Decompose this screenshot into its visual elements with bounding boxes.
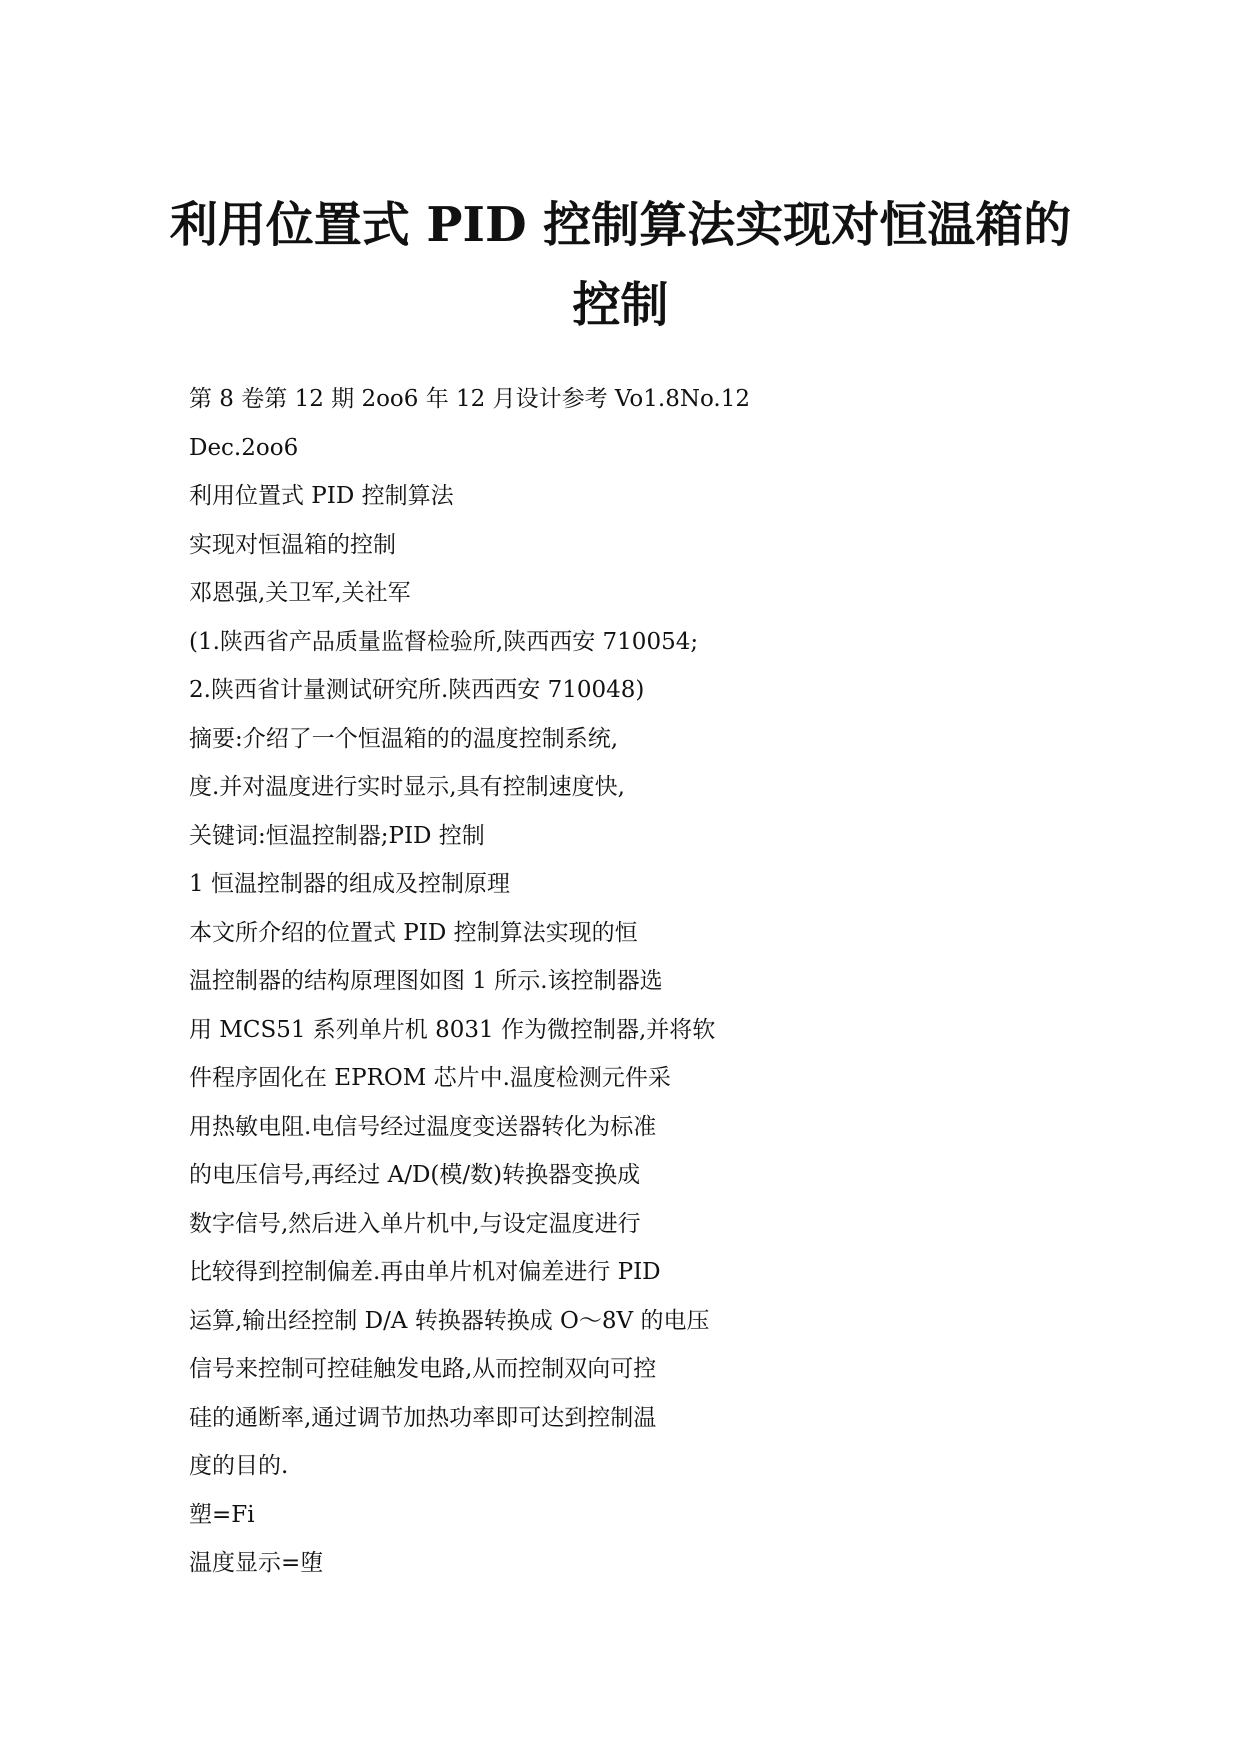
text-line: 用 MCS51 系列单片机 8031 作为微控制器,并将软 <box>189 1016 716 1043</box>
text-line: 信号来控制可控硅触发电路,从而控制双向可控 <box>189 1356 657 1382</box>
text-line: 摘要:介绍了一个恒温箱的的温度控制系统, <box>189 725 619 752</box>
text-line: 实现对恒温箱的控制 <box>189 531 396 558</box>
text-line: 运算,输出经控制 D/A 转换器转换成 O～8V 的电压 <box>189 1307 710 1334</box>
text-line: 利用位置式 PID 控制算法 <box>189 483 454 509</box>
document-body <box>189 381 750 1594</box>
text-line: (1.陕西省产品质量监督检验所,陕西西安 710054; <box>189 628 699 655</box>
text-line: 塑=Fi <box>189 1501 255 1528</box>
text-line: 2.陕西省计量测试研究所.陕西西安 710048) <box>189 677 645 703</box>
text-line: 硅的通断率,通过调节加热功率即可达到控制温 <box>189 1404 657 1431</box>
document-title-line-2: 控制 <box>572 277 669 333</box>
text-line: 的电压信号,再经过 A/D(模/数)转换器变换成 <box>189 1162 641 1188</box>
text-line: 用热敏电阻.电信号经过温度变送器转化为标准 <box>189 1113 657 1140</box>
text-line: 数字信号,然后进入单片机中,与设定温度进行 <box>189 1210 641 1237</box>
text-line: 件程序固化在 EPROM 芯片中.温度检测元件采 <box>189 1065 671 1091</box>
text-line: 度.并对温度进行实时显示,具有控制速度快, <box>189 774 625 800</box>
text-line: 温度显示=堕 <box>189 1550 324 1576</box>
text-line: Dec.2oo6 <box>189 434 299 461</box>
text-line: 比较得到控制偏差.再由单片机对偏差进行 PID <box>189 1259 661 1285</box>
text-line: 1 恒温控制器的组成及控制原理 <box>189 871 510 897</box>
text-line: 本文所介绍的位置式 PID 控制算法实现的恒 <box>189 919 638 946</box>
text-line: 第 8 卷第 12 期 2oo6 年 12 月设计参考 Vo1.8No.12 <box>189 386 750 412</box>
document-title-line-1: 利用位置式 PID 控制算法实现对恒温箱的 <box>169 197 1072 253</box>
text-line: 度的目的. <box>189 1453 289 1479</box>
text-line: 温控制器的结构原理图如图 1 所示.该控制器选 <box>189 968 663 994</box>
text-line: 关键词:恒温控制器;PID 控制 <box>189 822 485 849</box>
text-line: 邓恩强,关卫军,关社军 <box>189 580 411 606</box>
